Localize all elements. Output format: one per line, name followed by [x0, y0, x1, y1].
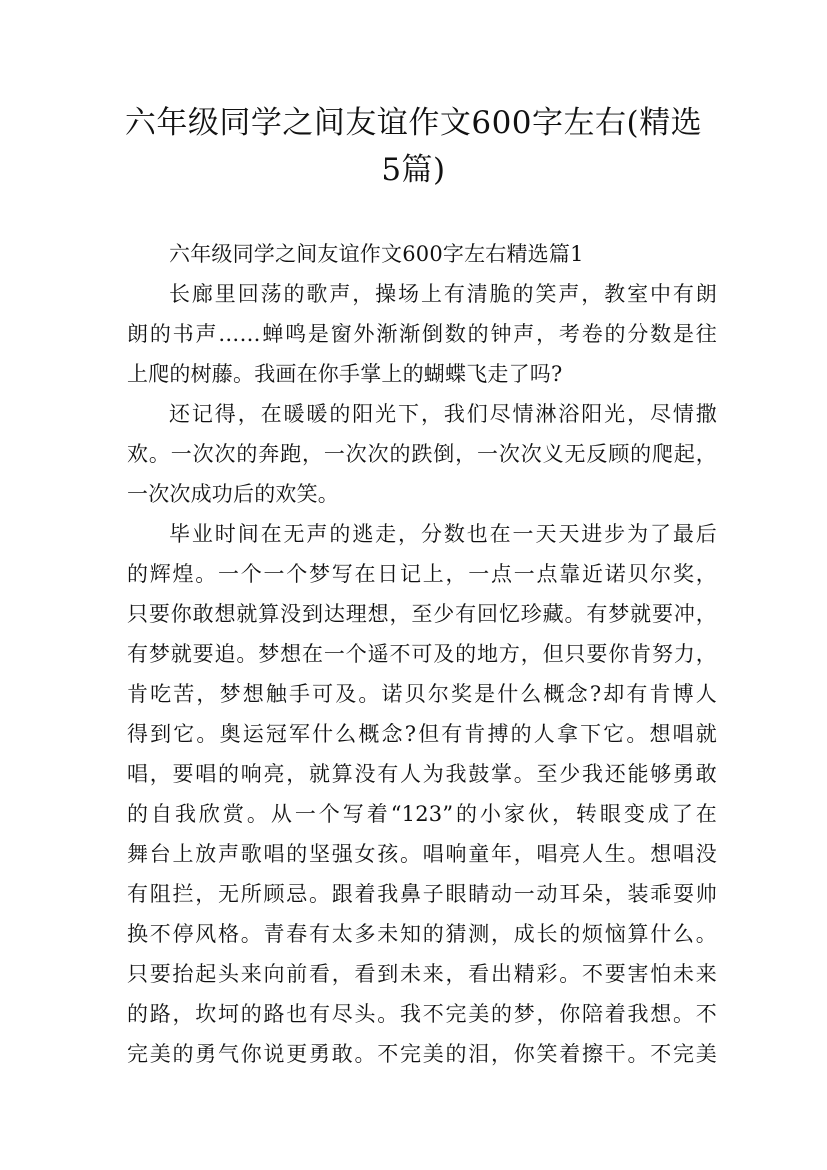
text-line: 欢。一次次的奔跑，一次次的跌倒，一次次义无反顾的爬起， — [127, 442, 717, 466]
page-title — [100, 100, 727, 194]
text-line: 有阻拦，无所顾忌。跟着我鼻子眼睛动一动耳朵，装乖耍帅 — [127, 882, 717, 906]
text-line: 的辉煌。一个一个梦写在日记上，一点一点靠近诺贝尔奖， — [127, 562, 717, 586]
text-line: 朗的书声……蝉鸣是窗外渐渐倒数的钟声，考卷的分数是往 — [127, 322, 717, 346]
text-line: 只要你敢想就算没到达理想，至少有回忆珍藏。有梦就要冲， — [127, 602, 717, 626]
text-line: 有梦就要追。梦想在一个遥不可及的地方，但只要你肯努力， — [127, 642, 717, 666]
text-line: 肯吃苦，梦想触手可及。诺贝尔奖是什么概念?却有肯博人 — [127, 682, 717, 706]
text-line: 唱，要唱的响亮，就算没有人为我鼓掌。至少我还能够勇敢 — [127, 762, 717, 786]
section-heading: 六年级同学之间友谊作文600字左右精选篇1 — [169, 242, 584, 266]
text-line: 完美的勇气你说更勇敢。不完美的泪，你笑着擦干。不完美 — [127, 1042, 717, 1066]
text-line: 得到它。奥运冠军什么概念?但有肯搏的人拿下它。想唱就 — [127, 722, 717, 746]
text-line: 只要抬起头来向前看，看到未来，看出精彩。不要害怕未来 — [127, 962, 717, 986]
text-line: 上爬的树藤。我画在你手掌上的蝴蝶飞走了吗? — [127, 362, 563, 386]
article-body — [127, 234, 717, 1074]
text-line: 毕业时间在无声的逃走，分数也在一天天进步为了最后 — [169, 522, 717, 546]
title-line-2: 5篇) — [381, 152, 446, 188]
text-line: 的路，坎坷的路也有尽头。我不完美的梦，你陪着我想。不 — [127, 1002, 717, 1026]
text-line: 还记得，在暖暖的阳光下，我们尽情淋浴阳光，尽情撒 — [169, 402, 717, 426]
title-line-1: 六年级同学之间友谊作文600字左右(精选 — [124, 105, 703, 141]
text-line: 的自我欣赏。从一个写着“123”的小家伙，转眼变成了在 — [127, 802, 717, 826]
text-line: 舞台上放声歌唱的坚强女孩。唱响童年，唱亮人生。想唱没 — [127, 842, 717, 866]
text-line: 一次次成功后的欢笑。 — [127, 482, 339, 506]
text-line: 长廊里回荡的歌声，操场上有清脆的笑声，教室中有朗 — [169, 282, 717, 306]
text-line: 换不停风格。青春有太多未知的猜测，成长的烦恼算什么。 — [127, 922, 717, 946]
